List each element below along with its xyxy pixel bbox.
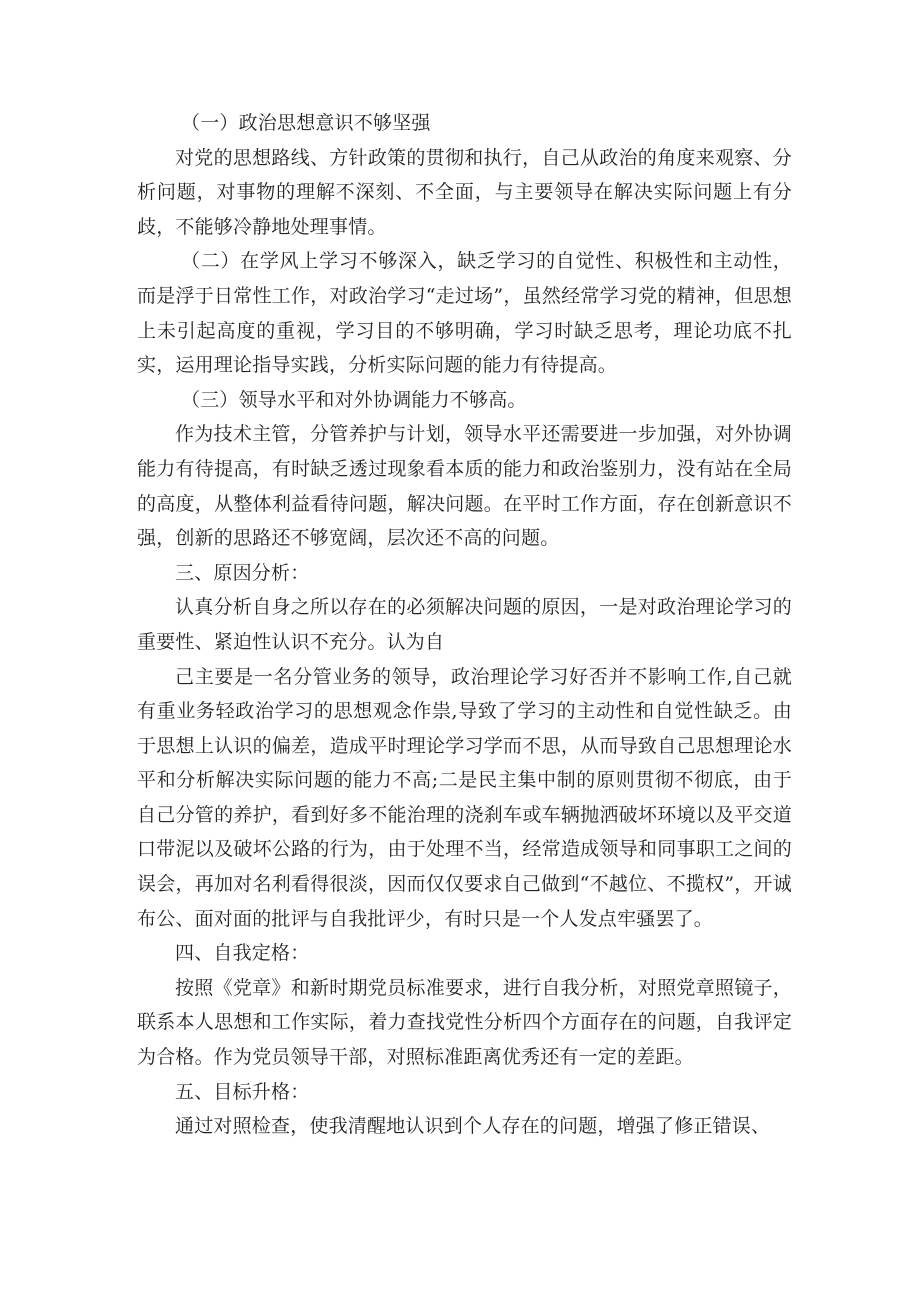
paragraph: 作为技术主管，分管养护与计划，领导水平还需要进一步加强，对外协调能力有待提高，有时缺乏透过现象看本质的能力和政治鉴别力，没有站在全局的高度，从整体利益看待问题，解决问题。在平时工作方面，存在创新意识不强，创新的思路还不够宽阔，层次还不高的问题。 xyxy=(137,423,792,550)
paragraph: 对党的思想路线、方针政策的贯彻和执行，自己从政治的角度来观察、分析问题，对事物的理解不深刻、不全面，与主要领导在解决实际问题上有分歧，不能够冷静地处理事情。 xyxy=(137,146,792,238)
document-body xyxy=(137,106,792,1144)
paragraph: 按照《党章》和新时期党员标准要求，进行自我分析，对照党章照镜子，联系本人思想和工作实际，着力查找党性分析四个方面存在的问题，自我评定为合格。作为党员领导干部，对照标准距离优秀还有一定的差距。 xyxy=(137,976,792,1069)
section-heading-3: （三）领导水平和对外协调能力不够高。 xyxy=(181,388,527,411)
paragraph: 己主要是一名分管业务的领导，政治理论学习好否并不影响工作,自己就有重业务轻政治学习的思想观念作祟,导致了学习的主动性和自觉性缺乏。由于思想上认识的偏差，造成平时理论学习学而不思，从而导致自己思想理论水平和分析解决实际问题的能力不高;二是民主集中制的原则贯彻不彻底，由于自己分管的养护，看到好多不能治理的浇刹车或车辆抛洒破坏环境以及平交道口带泥以及破坏公路的行为，由于处理不当，经常造成领导和同事职工之间的误会，再加对名利看得很淡，因而仅仅要求自己做到“不越位、不揽权”，开诚布公、面对面的批评与自我批评少，有时只是一个人发点牢骚罢了。 xyxy=(137,665,792,930)
paragraph: 认真分析自身之所以存在的必须解决问题的原因，一是对政治理论学习的重要性、紧迫性认识不充分。认为自 xyxy=(137,596,792,653)
paragraph: （二）在学风上学习不够深入，缺乏学习的自觉性、积极性和主动性，而是浮于日常性工作，对政治学习“走过场”，虽然经常学习党的精神，但思想上未引起高度的重视，学习目的不够明确，学习时缺乏思考，理论功底不扎实，运用理论指导实践，分析实际问题的能力有待提高。 xyxy=(137,250,792,377)
section-heading-goal-upgrade: 五、目标升格： xyxy=(175,1080,310,1103)
paragraph: 通过对照检查，使我清醒地认识到个人存在的问题，增强了修正错误、 xyxy=(175,1115,771,1138)
section-heading-self-assessment: 四、自我定格： xyxy=(175,942,310,965)
section-heading-1: （一）政治思想意识不够坚强 xyxy=(181,112,431,134)
section-heading-cause-analysis: 三、原因分析： xyxy=(175,561,310,584)
